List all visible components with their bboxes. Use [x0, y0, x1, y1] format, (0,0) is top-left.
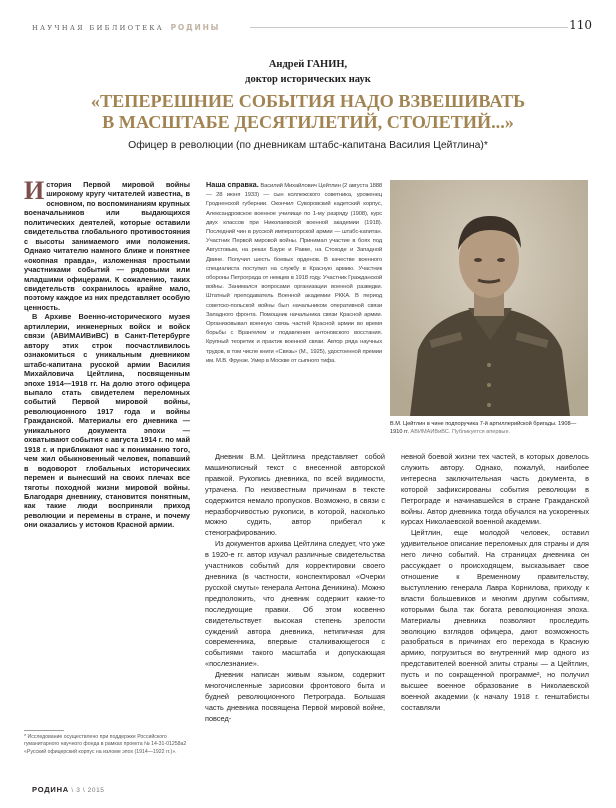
lead-paragraph-1	[24, 176, 190, 312]
author-block	[0, 57, 616, 87]
running-header	[32, 20, 592, 36]
lead-paragraph-2: В Архиве Военно-исторического музея артиллерии, инженерных войск и войск связи (АВИМАИВиВС) в Санкт-Петербурге автору этих строк посчастливилось ознакомиться с уникальным дневником штабс-капитана русской армии Василия Михайловича Цейтлина, посвященным эпохе 1914—1918 гг. На долю этого офицера выпало стать свидетелем переломных событий Первой мировой войны, революционного 1917 года и войны Гражданской. Материалы его дневника — уникального документа эпохи — охватывают события с августа 1914 г. по май 1918 г. и приближают нас к пониманию того, чем жил обыкновенный человек, попавший в водоворот глобальных исторических перемен и вынесший на своих плечах все тяготы походной жизни мировой войны. Благодаря дневнику, становится понятным, как такие люди восприняли приход революции и перемены в стране, и почему они оказались у истоков Красной армии.	[24, 312, 190, 530]
drop-cap: И	[24, 176, 45, 205]
lead-text-1: стория Первой мировой войны широкому кругу читателей известна, в основном, по воспоминаниям крупных военачальников или выдающихся политических деятелей, которые оставили свидетельства глобального противостояния с высоты занимаемого ими положения. Однако читателю намного ближе и понятнее «окопная правда», изложенная простыми участниками событий — рядовыми или младшими офицерами. К сожалению, таких свидетельств сохранилось крайне мало, поэтому каждое из них представляет особую ценность.	[24, 180, 190, 312]
reference-note-text: Василий Михайлович Цейтлин (2 августа 1888 — 28 июня 1933) — сын коллежского советника, уроженец Гродненской губернии. Окончил Суворовский кадетский корпус, Александровское военное училище по 1-му разряду (1908), курс двух классов при Николаевской военной академии (1918). Последний чин в русской императорской армии — штабс-капитан. Участник Первой мировой войны. Принимал участие в боях под Августовым, на реках Бзуре и Равке, на Стоходе и Западной Двине. Получил шесть боевых орденов. В качестве военного специалиста поступил на службу в Красную армию. Участник обороны Петрограда от немцев в 1918 году. Участник Гражданской войны. Занимался вопросами организации военной разведки. Штатный преподаватель Военной академии РККА. В период советско-польской войны был начальником оперативной связи Западного фронта. Помощник начальника связи Красной армии. Организовывал военную связь частей Красной армии во время борьбы с Врангелем и подавления антоновского восстания. Крупный теоретик и практик военной связи. Автор ряда научных трудов, в том числе книги «Связь» (М., 1925), удостоенной премии им. М.В. Фрунзе. Умер в Москве от сыпного тифа.	[206, 183, 382, 364]
body-paragraph: Дневник В.М. Цейтлина представляет собой машинописный текст с внесенной авторской правкой. Рукопись дневника, по всей видимости, утрачена. По неизвестным причинам в тексте содержится немало пропусков. Возможно, в связи с неразборчивостью рукописи, в которой, насколько можно судить, автор прибегал к стенографированию.	[205, 452, 385, 538]
reference-note	[206, 180, 382, 366]
reference-note-lead: Наша справка.	[206, 180, 259, 189]
series-brand: РОДИНЫ	[170, 23, 221, 32]
body-paragraph: Дневник написан живым языком, содержит многочисленные зарисовки фронтового быта и будней революционного Петрограда. Большая часть дневника посвящена Первой мировой войне, повсед-	[205, 670, 385, 723]
photo-caption	[390, 420, 588, 436]
portrait-photo	[390, 180, 588, 416]
body-paragraph: невной боевой жизни тех частей, в которых довелось служить автору. Однако, пожалуй, наиболее интересна заключительная часть документа, в которой зафиксированы события революции в Петрограде и начинавшейся в стране Гражданской войны. Автор дневника тогда обучался на ускоренных курсах Николаевской военной академии.	[401, 452, 589, 527]
author-name: Андрей ГАНИН,	[268, 59, 348, 70]
page-number: 110	[569, 18, 592, 32]
article-subtitle: Офицер в революции (по дневникам штабс-капитана Василия Цейтлина)*	[128, 140, 488, 151]
body-column-3	[401, 452, 589, 714]
body-paragraph: Из документов архива Цейтлина следует, что уже в 1920-е гг. автор изучал различные свидетельства участников событий для корректировки своего дневника (в частности, конспектировал «Очерки русской смуты» генерала Антона Деникина). Можно предположить, что дневник содержит какие-то последующие правки. Об этом косвенно свидетельствует высокая степень зрелости суждений автора дневника, нетипичная для современника, впервые сталкивающегося с событиями такого масштаба и допускающая «послезнание».	[205, 539, 385, 669]
footer-issue: \ 3 \ 2015	[71, 787, 105, 794]
title-line-1: «ТЕПЕРЕШНИЕ СОБЫТИЯ НАДО ВЗВЕШИВАТЬ	[90, 91, 526, 111]
page-footer	[32, 785, 105, 794]
lead-column	[24, 176, 190, 530]
series-title	[32, 23, 220, 32]
caption-source: АВИМАИВиВС. Публикуется впервые.	[410, 429, 511, 435]
series-label: НАУЧНАЯ БИБЛИОТЕКА	[32, 24, 165, 32]
footer-brand: РОДИНА	[32, 785, 70, 794]
title-line-2: В МАСШТАБЕ ДЕСЯТИЛЕТИЙ, СТОЛЕТИЙ...»	[102, 112, 514, 132]
footnote: * Исследование осуществлено при поддержке Российского гуманитарного научного фонда в рамках проекта № 14-31-01258а2 «Русский офицерский корпус на изломе эпох (1914—1922 гг.)».	[24, 734, 187, 755]
article-title	[60, 91, 556, 133]
caption-main: В.М. Цейтлин в чине подпоручика 7-й артиллерийской бригады. 1908—1910 гг.	[390, 421, 577, 435]
author-title: доктор исторических наук	[245, 74, 371, 85]
footnote-rule	[24, 730, 64, 731]
header-rule	[250, 27, 568, 28]
body-column-2	[205, 452, 385, 725]
portrait-image	[390, 180, 588, 416]
body-paragraph: Цейтлин, еще молодой человек, оставил удивительное описание переломных для страны и для него лично событий. На страницах дневника он рассуждает о происходящем, высказывает свое отношение к Временному правительству, выступлению генерала Лавра Корнилова, приходу к власти большевиков и многим другим событиям, которыми была так богата революционная эпоха. Материалы дневника позволяют проследить эволюцию взглядов офицера, дают возможность разобраться в причинах его перехода в Красную армию, погрузиться во внутренний мир одного из представителей военной элиты страны — а Цейтлин, пусть и по сокращенной программе², но получил высшее военное образование в Николаевской военной академии (к началу 1918 г. генштабисты составляли	[401, 528, 589, 712]
